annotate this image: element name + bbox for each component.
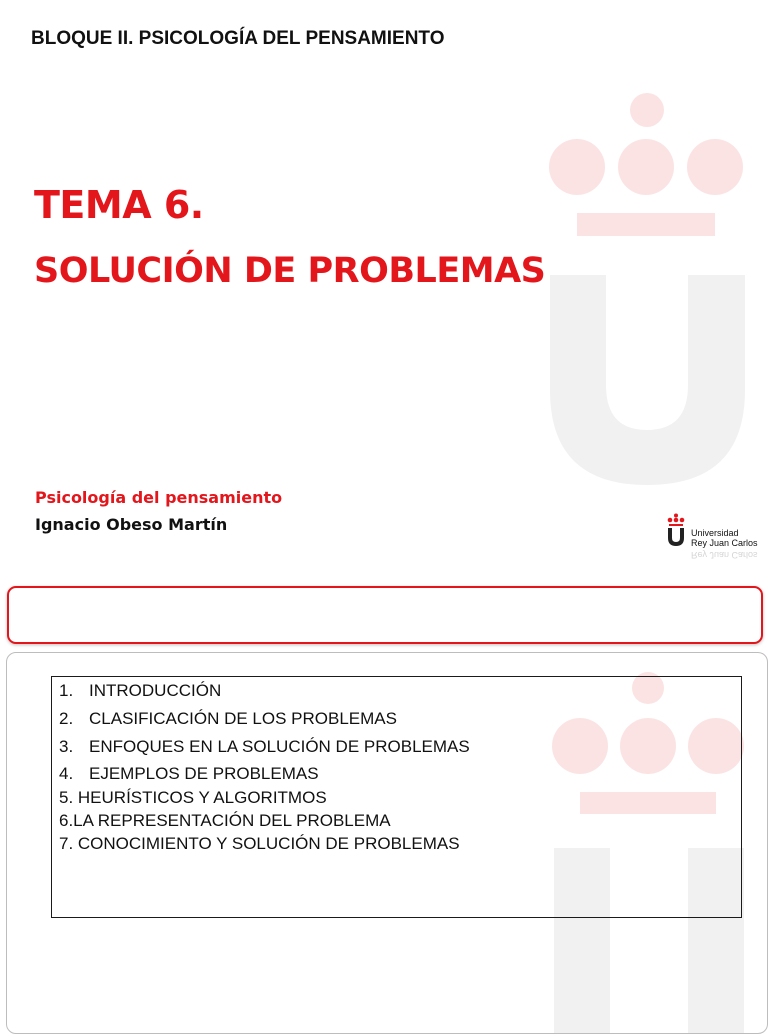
toc-item xyxy=(59,764,319,784)
toc-item xyxy=(59,788,327,808)
toc-item xyxy=(59,681,221,701)
urjc-watermark-icon xyxy=(540,85,768,490)
toc-item-text: 7. CONOCIMIENTO Y SOLUCIÓN DE PROBLEMAS xyxy=(59,834,460,853)
toc-item-number: 1. xyxy=(59,681,74,700)
logo-line-1: Universidad xyxy=(691,528,739,538)
author-name: Ignacio Obeso Martín xyxy=(35,515,228,534)
subject-name: Psicología del pensamiento xyxy=(35,488,283,507)
title-line-2: SOLUCIÓN DE PROBLEMAS xyxy=(34,251,546,291)
toc-item xyxy=(59,834,460,854)
logo-text xyxy=(691,528,758,548)
section-title-banner xyxy=(7,586,763,644)
toc-item-text: EJEMPLOS DE PROBLEMAS xyxy=(89,764,319,783)
index-slide xyxy=(6,652,768,1034)
logo-reflection: Rey Juan Carlos xyxy=(691,550,758,560)
toc-item xyxy=(59,737,470,757)
toc-item xyxy=(59,811,391,831)
toc-item xyxy=(59,709,397,729)
toc-item-text: ENFOQUES EN LA SOLUCIÓN DE PROBLEMAS xyxy=(89,737,470,756)
toc-item-number: 3. xyxy=(59,737,74,756)
urjc-logo-icon xyxy=(666,513,686,549)
toc-item-text: CLASIFICACIÓN DE LOS PROBLEMAS xyxy=(89,709,397,728)
table-of-contents xyxy=(51,676,742,918)
logo-line-2: Rey Juan Carlos xyxy=(691,538,758,548)
block-header: BLOQUE II. PSICOLOGÍA DEL PENSAMIENTO xyxy=(31,28,445,49)
toc-item-number: 4. xyxy=(59,764,74,783)
toc-item-text: INTRODUCCIÓN xyxy=(89,681,222,700)
university-logo xyxy=(666,513,766,571)
title-line-1: TEMA 6. xyxy=(34,183,204,227)
toc-item-number: 2. xyxy=(59,709,74,728)
toc-item-text: 6.LA REPRESENTACIÓN DEL PROBLEMA xyxy=(59,811,391,830)
toc-item-text: 5. HEURÍSTICOS Y ALGORITMOS xyxy=(59,788,327,807)
